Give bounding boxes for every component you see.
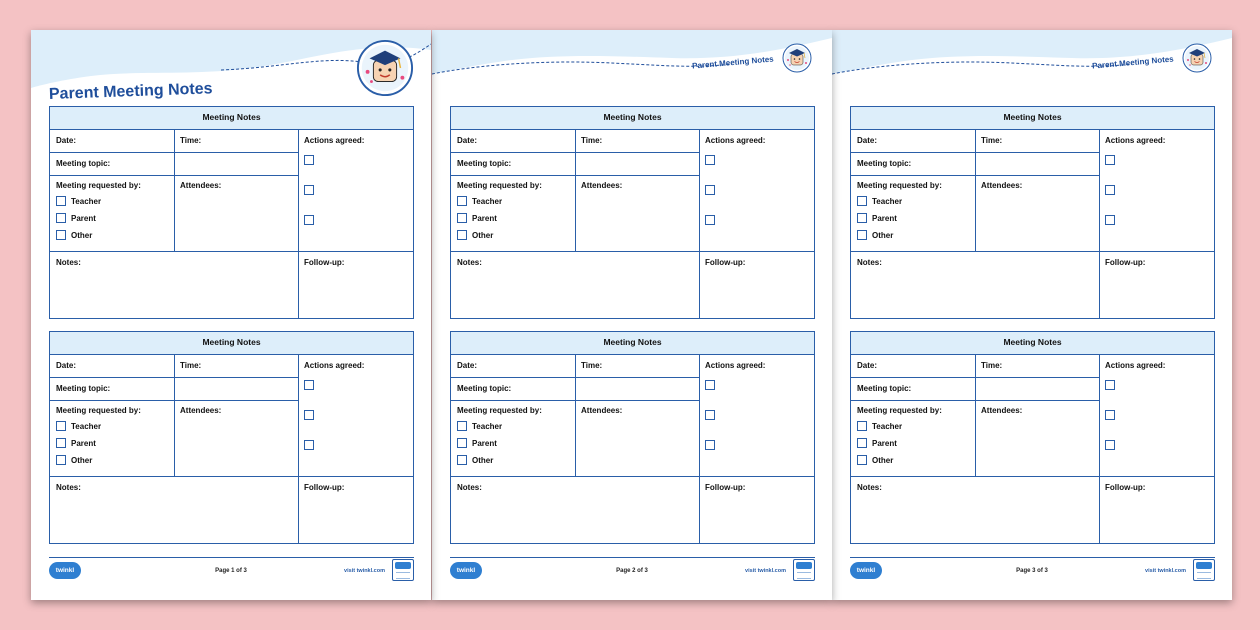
checkbox[interactable] [857,455,867,465]
date-label: Date: [457,136,478,145]
option-teacher[interactable] [56,196,101,206]
table-heading: Meeting Notes [50,107,413,130]
table-heading: Meeting Notes [451,332,814,355]
option-teacher[interactable] [857,196,902,206]
option-teacher[interactable] [457,196,502,206]
actions-agreed-label: Actions agreed: [705,361,766,370]
column-divider [174,175,175,251]
option-label: Teacher [71,196,102,206]
action-checkbox[interactable] [705,410,715,420]
action-checkbox[interactable] [1105,215,1115,225]
twinkl-logo: twinkl [450,562,482,579]
row-divider [851,476,1214,477]
action-checkbox[interactable] [1105,380,1115,390]
option-label: Parent [872,438,897,448]
action-checkbox[interactable] [705,380,715,390]
date-label: Date: [56,136,77,145]
meeting-requested-by-label: Meeting requested by: [857,181,942,190]
action-checkbox[interactable] [705,215,715,225]
action-checkbox[interactable] [304,155,314,165]
checkbox[interactable] [56,196,66,206]
actions-column [1099,107,1216,251]
time-label: Time: [581,136,603,145]
actions-agreed-label: Actions agreed: [304,136,365,145]
option-label: Parent [472,438,497,448]
row-divider [851,251,1214,252]
checkbox[interactable] [56,455,66,465]
column-divider [174,400,175,476]
option-label: Parent [71,213,96,223]
option-parent[interactable] [56,213,96,223]
follow-up-label: Follow-up: [1105,258,1146,267]
option-other[interactable] [857,455,893,465]
visit-link[interactable]: visit twinkl.com [344,568,385,574]
action-checkbox[interactable] [1105,440,1115,450]
quality-badge-icon [793,559,815,581]
meeting-requested-by-label: Meeting requested by: [857,406,942,415]
page-title: Parent Meeting Notes [48,80,213,103]
option-teacher[interactable] [857,421,902,431]
actions-agreed-label: Actions agreed: [1105,136,1166,145]
page-title: Parent Meeting Notes [1091,54,1175,71]
follow-up-label: Follow-up: [705,483,746,492]
meeting-topic-label: Meeting topic: [457,159,512,168]
checkbox[interactable] [457,421,467,431]
footer-divider [49,557,414,558]
option-other[interactable] [56,455,92,465]
action-checkbox[interactable] [705,185,715,195]
option-label: Parent [71,438,96,448]
time-label: Time: [581,361,603,370]
time-label: Time: [981,136,1003,145]
meeting-requested-by-label: Meeting requested by: [56,406,141,415]
visit-link[interactable]: visit twinkl.com [1145,568,1186,574]
date-label: Date: [457,361,478,370]
checkbox[interactable] [857,230,867,240]
option-label: Teacher [71,421,102,431]
attendees-label: Attendees: [180,406,222,415]
option-parent[interactable] [457,213,497,223]
actions-column [298,107,415,251]
checkbox[interactable] [857,438,867,448]
option-label: Parent [472,213,497,223]
character-emblem-icon [1182,43,1212,73]
actions-agreed-label: Actions agreed: [1105,361,1166,370]
checkbox[interactable] [857,213,867,223]
column-divider [975,400,976,476]
action-checkbox[interactable] [1105,155,1115,165]
row-divider [851,152,1099,153]
notes-label: Notes: [56,258,81,267]
follow-up-label: Follow-up: [705,258,746,267]
option-other[interactable] [857,230,893,240]
action-checkbox[interactable] [705,440,715,450]
checkbox[interactable] [457,230,467,240]
option-label: Teacher [872,196,903,206]
option-parent[interactable] [457,438,497,448]
option-teacher[interactable] [56,421,101,431]
checkbox[interactable] [857,196,867,206]
option-parent[interactable] [857,213,897,223]
actions-agreed-label: Actions agreed: [304,361,365,370]
action-checkbox[interactable] [1105,410,1115,420]
page-number: Page 2 of 3 [616,568,648,574]
time-label: Time: [180,361,202,370]
option-label: Other [472,230,494,240]
row-divider [50,152,298,153]
notes-label: Notes: [56,483,81,492]
footer-divider [450,557,815,558]
date-label: Date: [857,136,878,145]
checkbox[interactable] [56,421,66,431]
meeting-topic-label: Meeting topic: [56,159,111,168]
option-parent[interactable] [857,438,897,448]
checkbox[interactable] [457,196,467,206]
meeting-requested-by-label: Meeting requested by: [56,181,141,190]
action-checkbox[interactable] [1105,185,1115,195]
option-label: Other [71,455,93,465]
option-parent[interactable] [56,438,96,448]
time-label: Time: [180,136,202,145]
avatar [1182,43,1212,73]
table-heading: Meeting Notes [451,107,814,130]
row-divider [50,476,413,477]
date-label: Date: [56,361,77,370]
follow-up-label: Follow-up: [304,258,345,267]
actions-column [699,332,816,476]
page-title: Parent Meeting Notes [691,54,775,71]
meeting-topic-label: Meeting topic: [857,384,912,393]
action-checkbox[interactable] [304,380,314,390]
actions-column [298,332,415,476]
meeting-notes-table [49,331,414,544]
meeting-notes-table [450,331,815,544]
meeting-topic-label: Meeting topic: [457,384,512,393]
option-label: Other [872,455,894,465]
follow-up-label: Follow-up: [304,483,345,492]
row-divider [451,476,814,477]
meeting-requested-by-label: Meeting requested by: [457,406,542,415]
action-checkbox[interactable] [304,410,314,420]
actions-agreed-label: Actions agreed: [705,136,766,145]
attendees-label: Attendees: [581,406,623,415]
meeting-notes-table [49,106,414,319]
column-divider [975,175,976,251]
row-divider [851,377,1099,378]
notes-label: Notes: [457,258,482,267]
visit-link[interactable]: visit twinkl.com [745,568,786,574]
checkbox[interactable] [56,213,66,223]
notes-label: Notes: [457,483,482,492]
document-page-3 [832,30,1232,600]
option-other[interactable] [457,455,493,465]
time-label: Time: [981,361,1003,370]
meeting-notes-table [450,106,815,319]
meeting-requested-by-label: Meeting requested by: [457,181,542,190]
option-label: Other [872,230,894,240]
attendees-label: Attendees: [981,181,1023,190]
row-divider [50,251,413,252]
follow-up-label: Follow-up: [1105,483,1146,492]
action-checkbox[interactable] [304,185,314,195]
option-label: Other [71,230,93,240]
checkbox[interactable] [457,438,467,448]
actions-column [699,107,816,251]
option-other[interactable] [457,230,493,240]
table-heading: Meeting Notes [50,332,413,355]
attendees-label: Attendees: [581,181,623,190]
option-label: Teacher [472,196,503,206]
actions-column [1099,332,1216,476]
document-page-1 [31,30,431,600]
action-checkbox[interactable] [705,155,715,165]
table-heading: Meeting Notes [851,332,1214,355]
page-number: Page 1 of 3 [215,568,247,574]
row-divider [451,152,699,153]
meeting-notes-table [850,331,1215,544]
checkbox[interactable] [457,455,467,465]
twinkl-logo: twinkl [49,562,81,579]
twinkl-logo: twinkl [850,562,882,579]
action-checkbox[interactable] [304,440,314,450]
character-emblem-icon [782,43,812,73]
option-label: Teacher [472,421,503,431]
row-divider [50,377,298,378]
avatar [356,39,414,97]
option-label: Parent [872,213,897,223]
meeting-topic-label: Meeting topic: [857,159,912,168]
checkbox[interactable] [56,438,66,448]
notes-label: Notes: [857,483,882,492]
option-label: Other [472,455,494,465]
checkbox[interactable] [56,230,66,240]
column-divider [575,400,576,476]
checkbox[interactable] [457,213,467,223]
action-checkbox[interactable] [304,215,314,225]
quality-badge-icon [392,559,414,581]
option-other[interactable] [56,230,92,240]
row-divider [451,251,814,252]
quality-badge-icon [1193,559,1215,581]
footer-divider [850,557,1215,558]
avatar [782,43,812,73]
row-divider [451,377,699,378]
checkbox[interactable] [857,421,867,431]
attendees-label: Attendees: [180,181,222,190]
page-number: Page 3 of 3 [1016,568,1048,574]
option-teacher[interactable] [457,421,502,431]
column-divider [575,175,576,251]
option-label: Teacher [872,421,903,431]
table-heading: Meeting Notes [851,107,1214,130]
meeting-notes-table [850,106,1215,319]
document-page-2 [432,30,832,600]
character-emblem-icon [356,39,414,97]
date-label: Date: [857,361,878,370]
attendees-label: Attendees: [981,406,1023,415]
notes-label: Notes: [857,258,882,267]
meeting-topic-label: Meeting topic: [56,384,111,393]
